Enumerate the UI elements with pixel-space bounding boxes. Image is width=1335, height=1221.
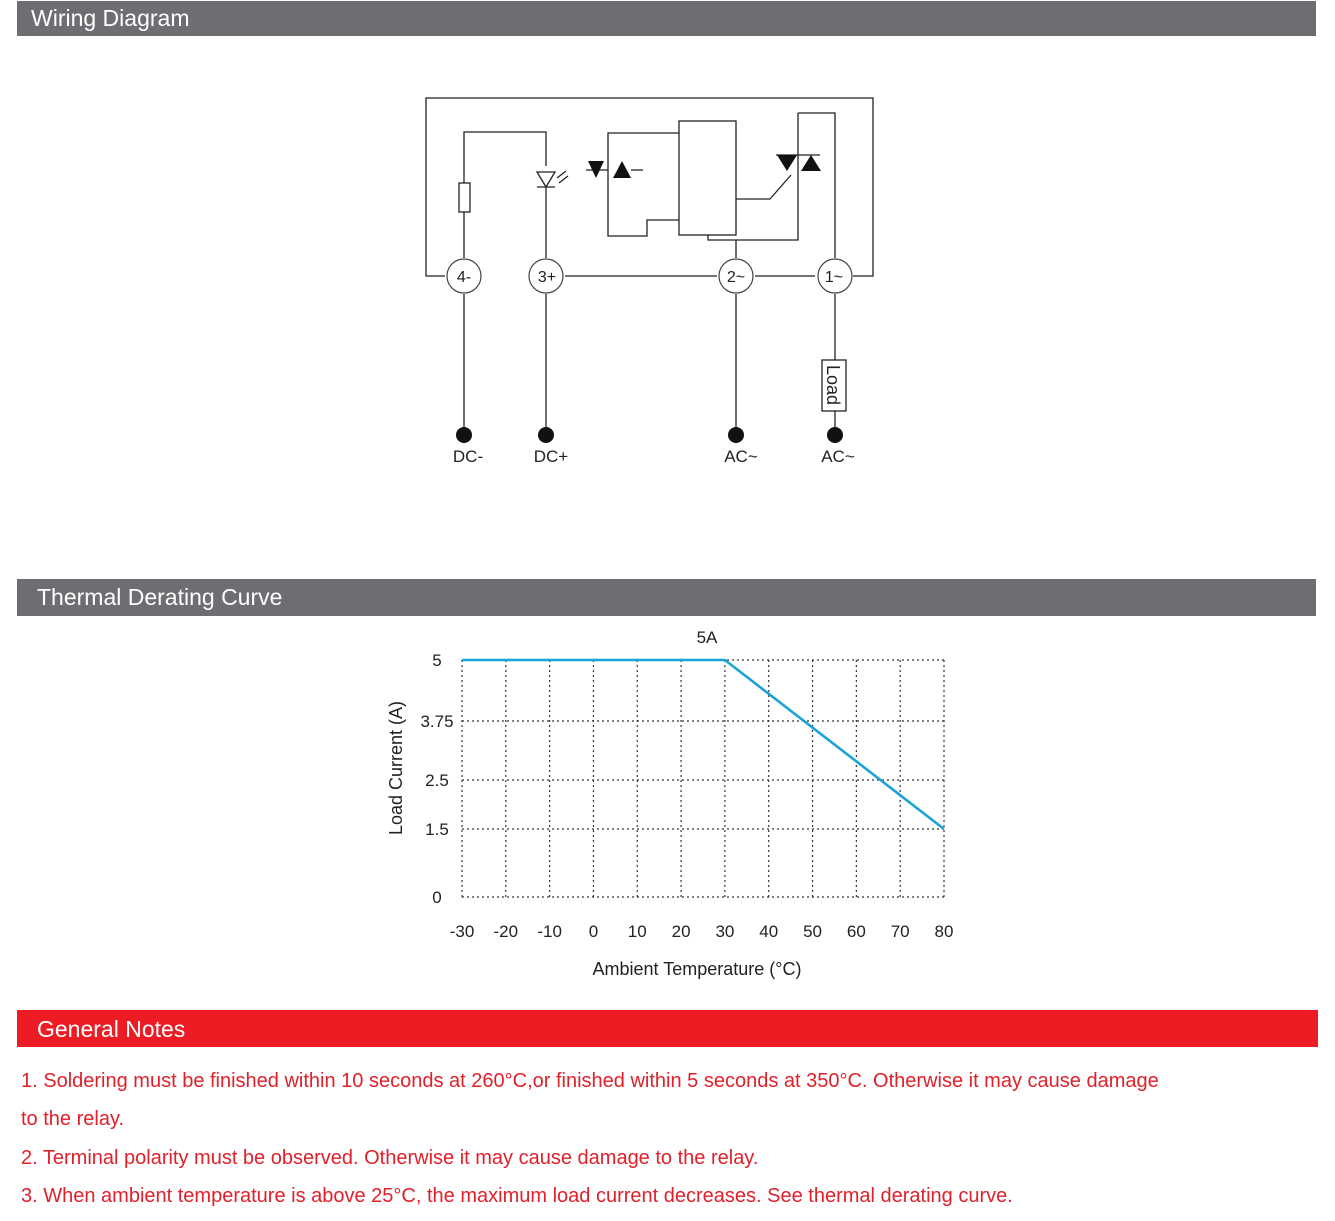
note-3: 3. When ambient temperature is above 25°C, the maximum load current decreases. See thermal derating curve. <box>21 1185 1013 1207</box>
y-tick-label: 3.75 <box>420 712 454 731</box>
ext-label-ac-1: AC~ <box>724 447 758 466</box>
peak-annotation: 5A <box>696 628 718 647</box>
ext-label-dc-minus: DC- <box>452 447 484 466</box>
x-tick-label: 0 <box>588 922 599 941</box>
note-1-line-1: 1. Soldering must be finished within 10 seconds at 260°C,or finished within 5 seconds at 350°C. Otherwise it may cause damage <box>21 1070 1159 1092</box>
x-tick-label: 20 <box>671 922 691 941</box>
general-notes-header <box>17 1010 1318 1047</box>
wiring-diagram-title: Wiring Diagram <box>31 5 190 31</box>
note-2: 2. Terminal polarity must be observed. Otherwise it may cause damage to the relay. <box>21 1147 759 1169</box>
load-label: Load <box>823 364 843 406</box>
x-tick-label: 60 <box>846 922 866 941</box>
terminal-label-4: 4- <box>456 269 472 286</box>
thermal-curve-header <box>17 579 1316 616</box>
derating-series-line <box>462 660 944 829</box>
terminal-label-3: 3+ <box>537 269 557 286</box>
x-tick-label: -30 <box>449 922 475 941</box>
x-tick-label: -20 <box>493 922 519 941</box>
y-tick-label: 2.5 <box>425 771 449 790</box>
x-axis-label: Ambient Temperature (°C) <box>592 959 802 979</box>
x-tick-label: 50 <box>803 922 823 941</box>
x-tick-label: -10 <box>537 922 562 941</box>
y-axis-label: Load Current (A) <box>386 700 406 836</box>
wiring-diagram <box>0 0 1335 560</box>
y-tick-label: 5 <box>432 651 442 670</box>
ext-label-dc-plus: DC+ <box>533 447 569 466</box>
ext-label-ac-2: AC~ <box>821 447 855 466</box>
x-tick-label: 10 <box>627 922 647 941</box>
note-1-line-2: to the relay. <box>21 1108 125 1130</box>
y-tick-label: 1.5 <box>425 820 449 839</box>
thermal-curve-title: Thermal Derating Curve <box>37 584 283 610</box>
x-tick-label: 80 <box>934 922 954 941</box>
x-tick-label: 70 <box>890 922 910 941</box>
x-tick-label: 40 <box>759 922 779 941</box>
terminal-label-2: 2~ <box>726 269 746 286</box>
y-tick-label: 0 <box>432 888 442 907</box>
x-tick-label: 30 <box>715 922 735 941</box>
terminal-label-1: 1~ <box>824 269 844 286</box>
general-notes-title: General Notes <box>37 1016 186 1042</box>
